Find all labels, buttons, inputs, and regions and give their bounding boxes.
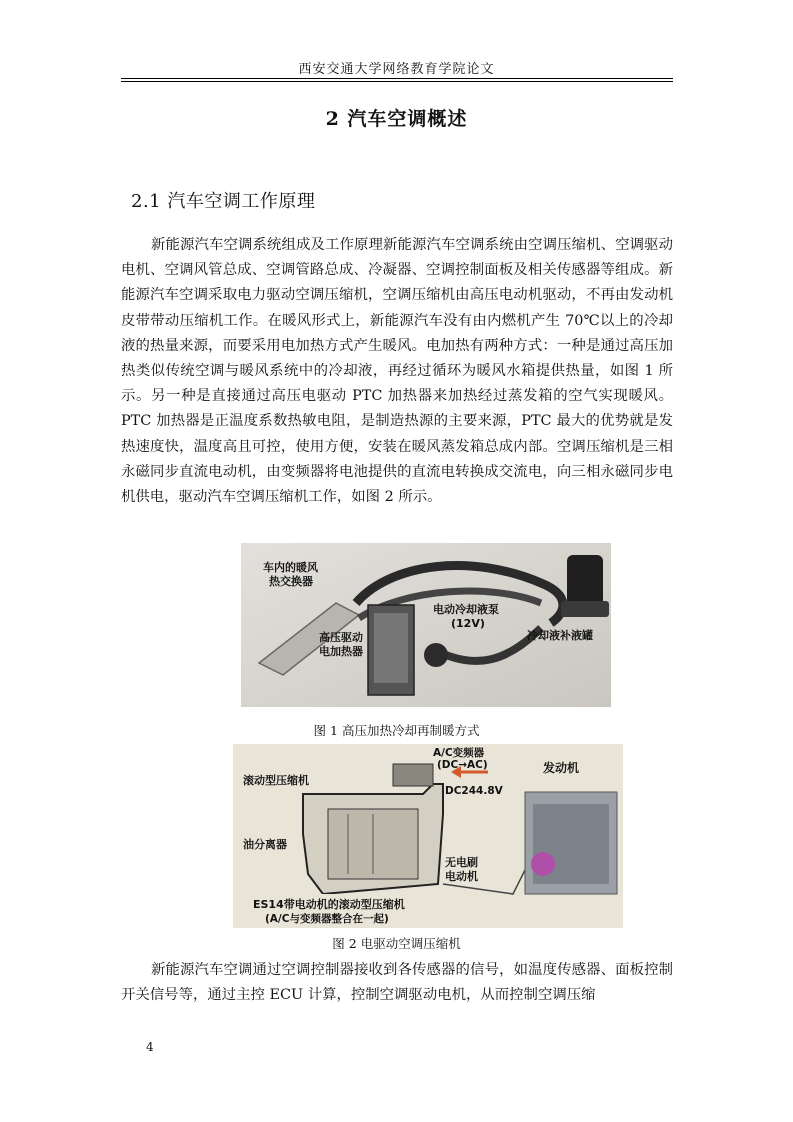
fig1-label-pump-2: (12V) bbox=[451, 617, 485, 630]
fig1-label-heat-exchanger-2: 热交换器 bbox=[269, 575, 313, 588]
figure-1-photo bbox=[241, 543, 611, 707]
fig2-label-voltage: DC244.8V bbox=[445, 785, 503, 797]
fig2-label-scroll: 滚动型压缩机 bbox=[243, 774, 309, 787]
fig1-label-heater-2: 电加热器 bbox=[319, 645, 363, 658]
fig2-label-separator: 油分离器 bbox=[243, 838, 287, 851]
fig1-label-heater-1: 高压驱动 bbox=[319, 631, 363, 644]
fig1-label-pump-1: 电动冷却液泵 bbox=[433, 603, 499, 616]
fig2-label-bottom-1: ES14带电动机的滚动型压缩机 bbox=[253, 898, 405, 911]
fig2-label-bottom-2: (A/C与变频器整合在一起) bbox=[265, 913, 389, 925]
fig2-label-motor-2: 电动机 bbox=[445, 870, 478, 883]
figure-1-caption: 图 1 高压加热冷却再制暖方式 bbox=[313, 723, 480, 738]
fig2-label-motor-1: 无电刷 bbox=[445, 856, 478, 869]
figure-2-diagram bbox=[233, 744, 623, 928]
fig1-label-tank: 冷却液补液罐 bbox=[527, 629, 593, 642]
chapter-title: 2 汽车空调概述 bbox=[325, 108, 468, 130]
page-number: 4 bbox=[146, 1040, 154, 1054]
header-rule-thick bbox=[121, 78, 673, 79]
body-paragraph: 新能源汽车空调系统组成及工作原理新能源汽车空调系统由空调压缩机、空调驱动电机、空调风管总成、空调管路总成、冷凝器、空调控制面板及相关传感器等组成。新能源汽车空调采取电力驱动空调压缩机，空调压缩机由高压电动机驱动，不再由发动机皮带带动压缩机工作。在暖风形式上，新能源汽车没有由内燃机产生 70℃以上的冷却液的热量来源，而要采用电加热方式产生暖风。电加热有两种方式：一种是通过高压加热类似传统空调与暖风系统中的冷却液，再经过循环为暖风水箱提供热量，如图 1 所示。另一种是直接通过高压电驱动 PTC 加热器来加热经过蒸发箱的空气实现暖风。PTC 加热器是正温度系数热敏电阻，是制造热源的主要来源，PTC 最大的优势就是发热速度快，温度高且可控，使用方便，安装在暖风蒸发箱总成内部。空调压缩机是三相永磁同步直流电动机，由变频器将电池提供的直流电转换成交流电，向三相永磁同步电机供电，驱动汽车空调压缩机工作，如图 2 所示。 bbox=[121, 237, 673, 506]
section-title: 2.1 汽车空调工作原理 bbox=[131, 191, 316, 212]
fig2-label-inverter-1: A/C变频器 bbox=[433, 747, 485, 759]
fig1-label-heat-exchanger-1: 车内的暖风 bbox=[263, 561, 318, 574]
header-rule-thin bbox=[121, 81, 673, 82]
body-paragraph-2: 新能源汽车空调通过空调控制器接收到各传感器的信号，如温度传感器、面板控制开关信号等，通过主控 ECU 计算，控制空调驱动电机，从而控制空调压缩 bbox=[121, 962, 673, 1004]
running-header: 西安交通大学网络教育学院论文 bbox=[298, 62, 495, 77]
fig2-label-inverter-2: (DC→AC) bbox=[437, 759, 488, 771]
fig2-label-engine: 发动机 bbox=[543, 761, 580, 775]
figure-2-caption: 图 2 电驱动空调压缩机 bbox=[332, 936, 461, 951]
